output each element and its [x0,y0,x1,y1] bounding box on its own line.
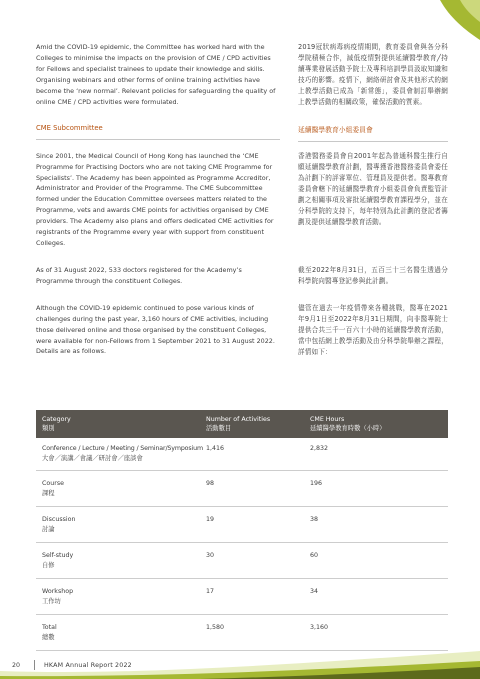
footer-divider [34,660,35,670]
row-hours: 60 [310,552,319,559]
header-category [36,415,206,434]
table-row [36,471,448,507]
corner-decoration [420,0,480,40]
header-category-en: Category [42,415,71,423]
row-activities: 98 [206,480,215,487]
row-activities: 1,416 [206,445,225,452]
registration-paragraph-zh: 截至2022年8月31日，五百三十三名醫生透過分科學院向醫專登記參與此計劃。 [298,265,448,285]
activities-paragraph-en: Although the COVID-19 epidemic continued to pose various kinds of challenges during the past year, 3,160 hours of CME activities, including those delivered online and those organised by the constituent Colleges, were available for non-Fellows from 1 September 2021 to 31 August 2022. Details are as follows. [36,303,275,356]
section-heading-en: CME Subcommittee [36,124,103,132]
footer-report-title: HKAM Annual Report 2022 [44,662,132,669]
page-number: 20 [12,662,21,669]
row-category-zh: 工作坊 [42,598,61,605]
heading-rule-zh [298,141,448,142]
registration-block [36,265,448,287]
header-hours [310,415,448,434]
row-hours: 3,160 [310,624,329,631]
row-activities: 19 [206,516,215,523]
row-category-en: Discussion [42,516,76,523]
row-category-zh: 課程 [42,490,55,497]
row-hours: 34 [310,588,319,595]
cme-activities-table [36,410,448,651]
heading-rule-en [36,139,280,140]
programme-paragraph-en: Since 2001, the Medical Council of Hong Kong has launched the ‘CME Programme for Practising Doctors who are not taking CME Programme for Specialists’. The Academy has been appointed as Programme Accreditor, Administrator and Provider of the Programme. The CME Subcommittee formed under the Education Committee oversees matters related to the Programme, vets and awards CME points for activities organised by CME providers. The Academy also plans and offers dedicated CME activities for registrants of the Programme every year with support from constituent Colleges. [36,151,274,247]
activities-block [36,303,448,358]
intro-paragraph-en: Amid the COVID-19 epidemic, the Committee has worked hard with the Colleges to minimise the impacts on the provision of CME / CPD activities for Fellows and specialist trainees to update their knowledge and skills. Organising webinars and other forms of online training activities have become the ‘new normal’. Relevant policies for safeguarding the quality of online CME / CPD activities were formulated. [36,43,276,106]
table-row [36,543,448,579]
row-category-en: Course [42,480,64,487]
header-hours-en: CME Hours [310,415,345,423]
row-category-en: Self-study [42,552,74,559]
programme-block [36,151,448,249]
activities-paragraph-zh: 儘管在過去一年疫情帶來各種挑戰，醫專在2021年9月1日至2022年8月31日期間，向非醫專院士提供合共三千一百六十小時的延續醫學教育活動，當中包括網上教學活動及由分科學院舉辦之課程，詳情如下： [298,303,448,356]
intro-paragraph-zh: 2019冠狀病毒病疫情期間，教育委員會與各分科學院積極合作，減低疫情對提供延續醫學教育╱持續專業發展活動予院士及專科培訓學員汲取知識和技巧的影響。疫情下，網絡研討會及其他形式的網上教學活動已成為「新常態」，委員會制訂舉辦網上教學活動的相關政策，確保活動的質素。 [298,43,448,106]
intro-block [36,42,448,108]
table-row [36,438,448,471]
section-heading-zh: 延續醫學教育小組委員會 [298,126,373,134]
header-activities-zh: 活動數目 [206,425,232,432]
row-category-zh: 自修 [42,562,55,569]
header-activities [206,415,310,434]
row-hours: 2,832 [310,445,329,452]
row-category-zh: 總數 [42,634,55,641]
row-category-en: Total [42,624,57,631]
registration-paragraph-en: As of 31 August 2022, 533 doctors registered for the Academy’s Programme through the constituent Colleges. [36,265,242,285]
row-category-zh: 討論 [42,526,55,533]
row-category-en: Workshop [42,588,74,595]
header-category-zh: 類別 [42,425,55,432]
table-row [36,579,448,615]
header-hours-zh: 延續醫學教育時數（小時） [310,425,386,432]
table-row [36,507,448,543]
row-activities: 1,580 [206,624,225,631]
row-category-en: Conference / Lecture / Meeting / Seminar/Symposium [42,445,203,452]
programme-paragraph-zh: 香港醫務委員會自2001年起為普通科醫生推行自願延續醫學教育計劃，醫專獲香港醫務委員會委任為計劃下的評審單位、管理員及提供者。醫專教育委員會轄下的延續醫學教育小組委員會負責監管計劃之相關事項及審批延續醫學教育課程學分，並在分科學院的支持下，每年特別為此計劃的登記者籌劃及提供延續醫學教育活動。 [298,151,448,226]
row-hours: 38 [310,516,319,523]
row-activities: 17 [206,588,215,595]
row-activities: 30 [206,552,215,559]
row-hours: 196 [310,480,323,487]
section-heading-row [36,124,448,142]
page-body [36,42,448,358]
row-category-zh: 大會／演講／會議／研討會／座談會 [42,455,143,462]
header-activities-en: Number of Activities [206,415,271,423]
table-row-total [36,615,448,651]
table-header [36,410,448,438]
